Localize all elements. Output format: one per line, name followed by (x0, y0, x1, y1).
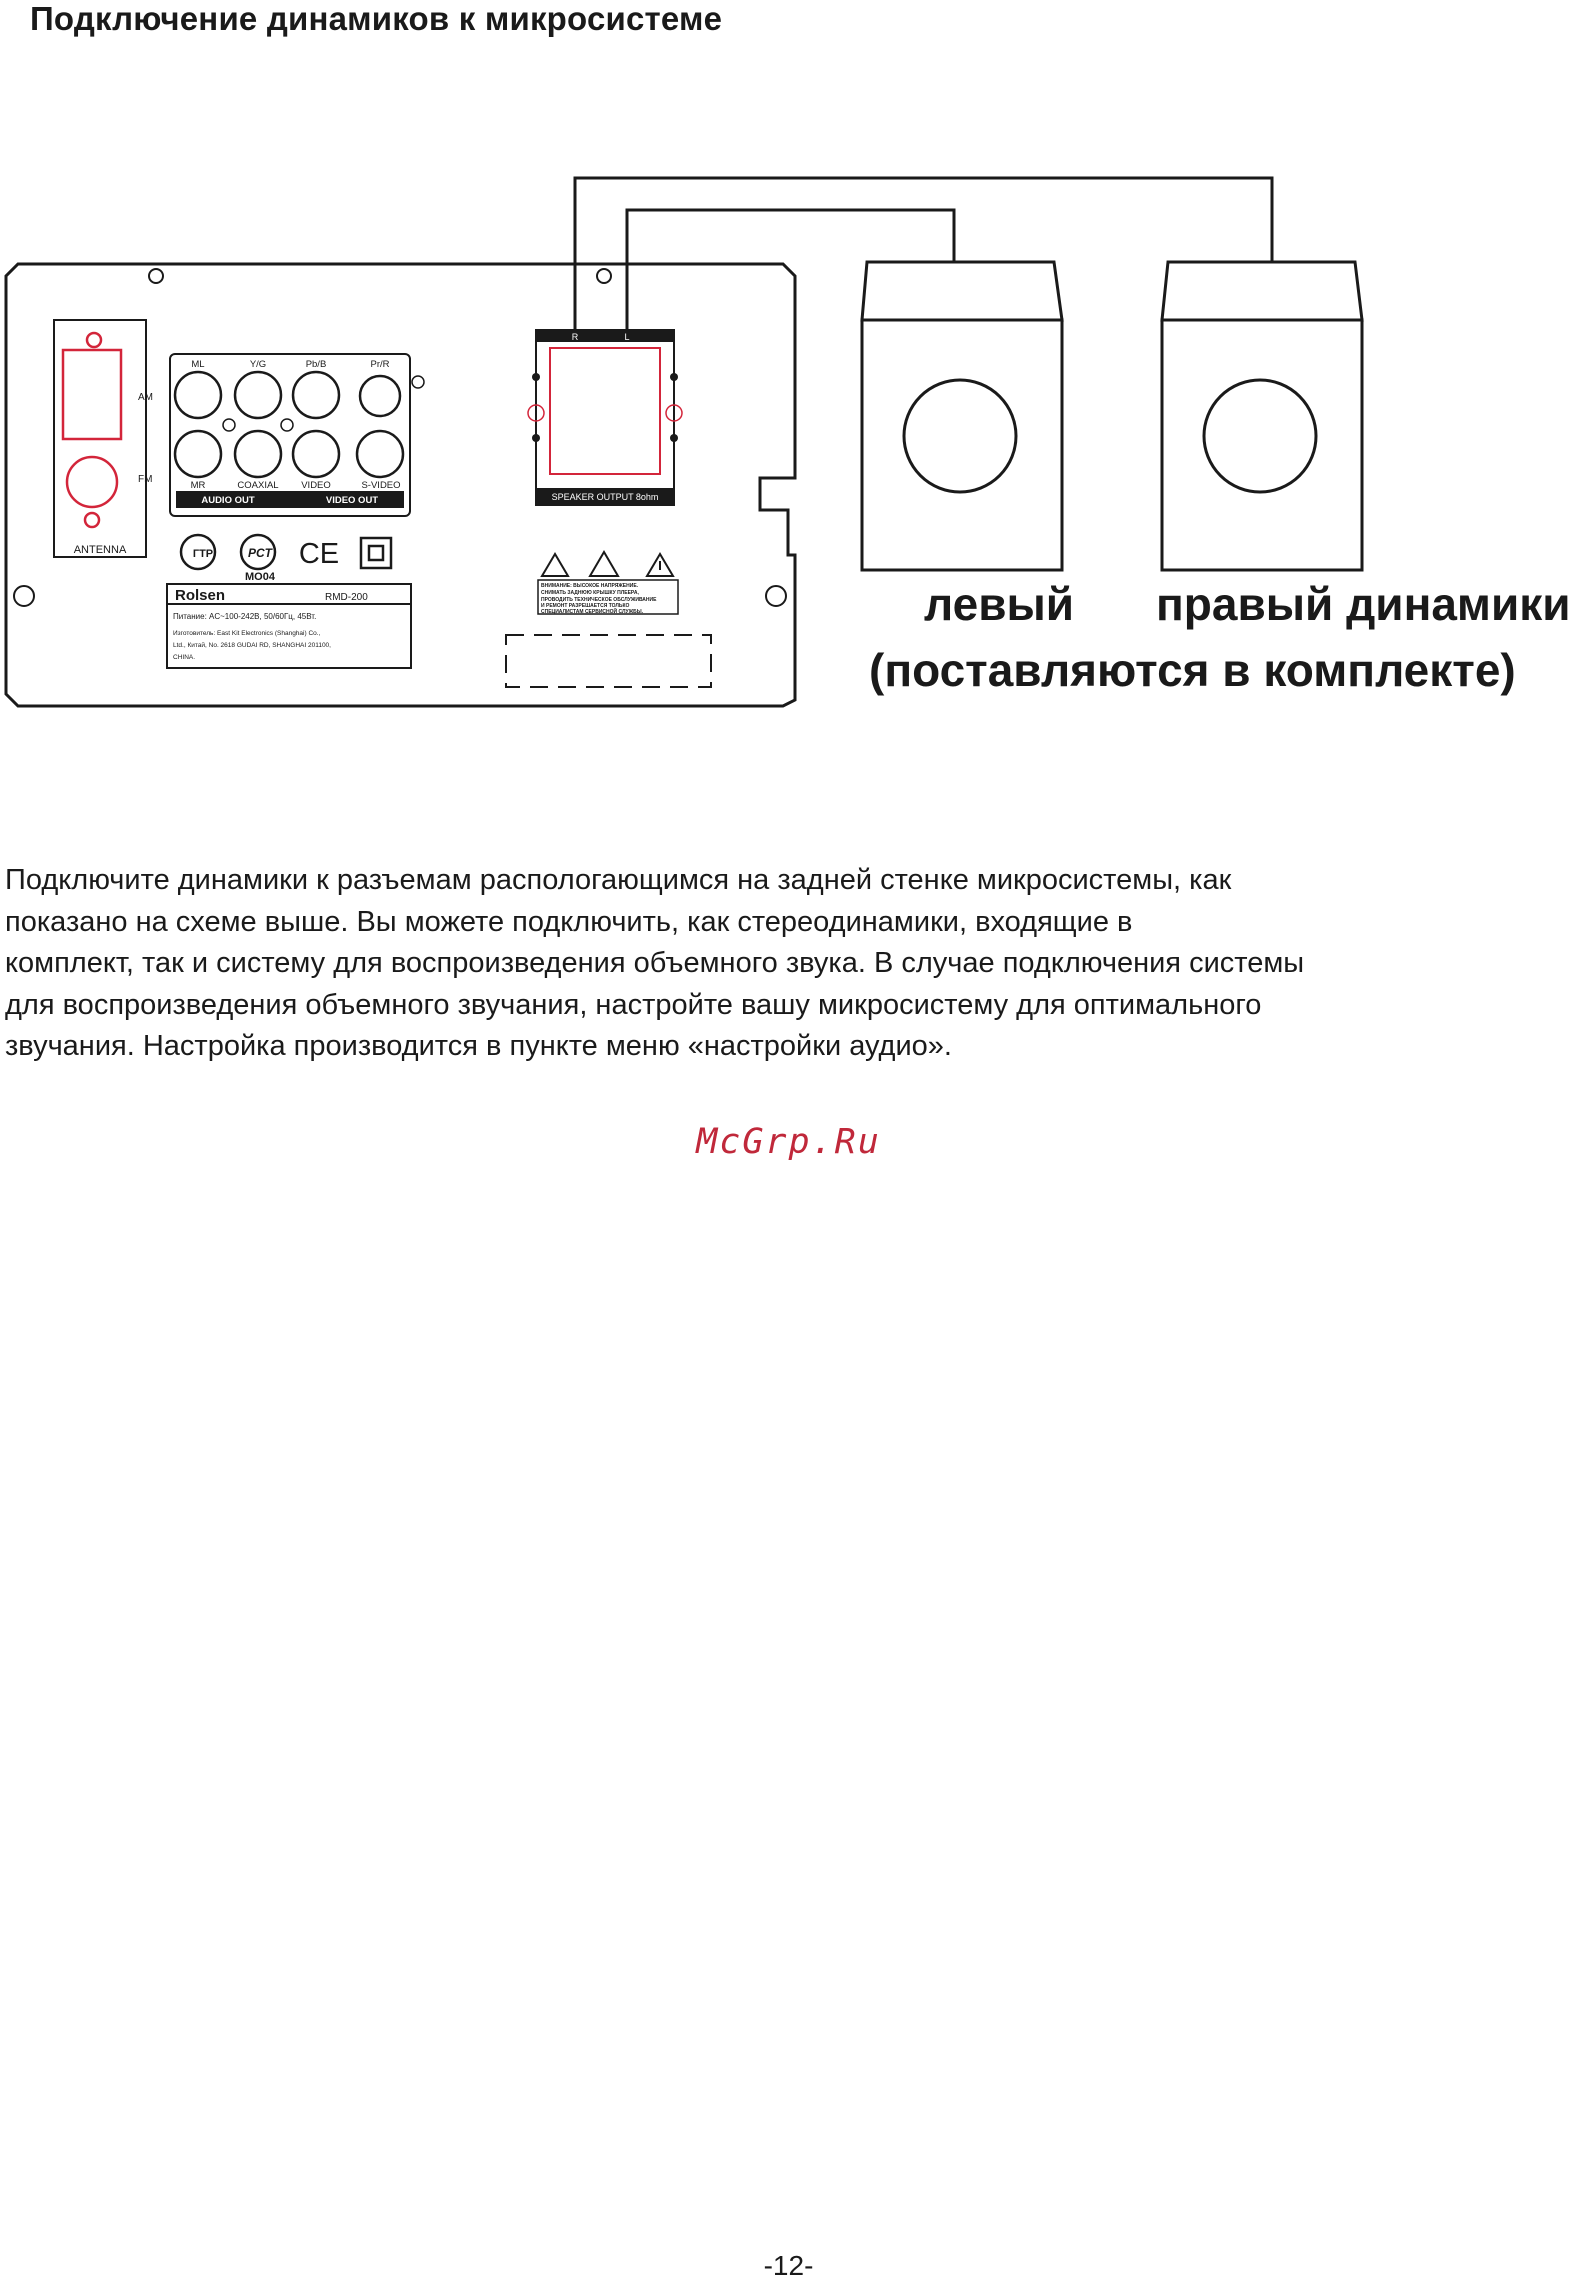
model-label: RMD-200 (325, 592, 368, 603)
brand-logo: Rolsen (175, 587, 226, 604)
watermark: McGrp.Ru (696, 1122, 881, 1162)
rca-jacks (175, 372, 403, 477)
warning-line-2: СНИМАТЬ ЗАДНЮЮ КРЫШКУ ПЛЕЕРА, (541, 590, 639, 596)
right-speaker (1162, 262, 1362, 570)
power-spec: Питание: AC~100-242В, 50/60Гц, 45Вт. (173, 612, 317, 621)
antenna-label: ANTENNA (73, 544, 127, 556)
speaker-connection-diagram (0, 160, 1577, 720)
jack-label-ml: ML (191, 359, 205, 370)
speaker-output-label: SPEAKER OUTPUT 8ohm (551, 492, 659, 502)
page-number: -12- (763, 2250, 814, 2281)
av-connector-panel (170, 354, 424, 516)
instructions-paragraph (5, 860, 1570, 1068)
speaker-terminal (528, 330, 682, 505)
am-label: AM (138, 392, 153, 403)
body-line: показано на схеме выше. Вы можете подключить, как стереодинамики, входящие в (5, 905, 1133, 938)
cert-mark-gtr: ГТР (192, 548, 214, 560)
caption-left: левый (924, 578, 1075, 630)
warning-line-1: ВНИМАНИЕ: ВЫСОКОЕ НАПРЯЖЕНИЕ. (541, 583, 639, 589)
body-line: звучания. Настройка производится в пункте меню «настройки аудио». (5, 1030, 952, 1062)
jack-label-mr: MR (190, 480, 206, 491)
jack-label-prr: Pr/R (370, 359, 390, 370)
certification-marks (181, 535, 391, 583)
jack-label-svideo: S-VIDEO (361, 480, 401, 491)
body-line: Подключите динамики к разъемам распологающимся на задней стенке микросистемы, как (5, 864, 1232, 896)
caption-right: правый динамики (1156, 578, 1571, 630)
maker-line-1: Изготовитель: East Kit Electronics (Shanghai) Co., (173, 630, 321, 637)
speaker-wires (575, 178, 1272, 330)
maker-line-2: Ltd., Китай, No. 2618 GUDAI RD, SHANGHAI 201100, (173, 642, 331, 649)
warning-line-3: ПРОВОДИТЬ ТЕХНИЧЕСКОЕ ОБСЛУЖИВАНИЕ (541, 597, 657, 603)
page-title: Подключение динамиков к микросистеме (30, 0, 723, 37)
fm-label: FM (138, 474, 153, 485)
warning-line-4: И РЕМОНТ РАЗРЕШАЕТСЯ ТОЛЬКО (541, 603, 630, 609)
terminal-l-label: L (624, 332, 630, 342)
jack-label-coaxial: COAXIAL (237, 480, 279, 491)
warning-icons (542, 552, 673, 576)
jack-label-pbb: Pb/B (305, 359, 327, 370)
audio-out-label: AUDIO OUT (201, 495, 255, 506)
serial-sticker-area (506, 635, 711, 687)
warning-line-5: СПЕЦИАЛИСТАМ СЕРВИСНОЙ СЛУЖБЫ. (541, 609, 644, 615)
caption-note: (поставляются в комплекте) (869, 644, 1516, 696)
cert-mark-pct: PCT (248, 546, 272, 560)
ce-mark: CE (298, 538, 340, 570)
jack-label-yg: Y/G (249, 359, 267, 370)
rating-label (167, 584, 411, 668)
cert-code: MO04 (245, 571, 275, 583)
warning-label (538, 580, 678, 615)
antenna-panel (54, 320, 153, 557)
video-out-label: VIDEO OUT (325, 495, 379, 506)
left-speaker (862, 262, 1062, 570)
maker-line-3: CHINA. (173, 654, 196, 661)
body-line: комплект, так и систему для воспроизведения объемного звука. В случае подключения системы (5, 947, 1305, 979)
jack-label-video: VIDEO (301, 480, 331, 491)
terminal-r-label: R (571, 332, 579, 342)
body-line: для воспроизведения объемного звучания, настройте вашу микросистему для оптимального (5, 988, 1262, 1021)
